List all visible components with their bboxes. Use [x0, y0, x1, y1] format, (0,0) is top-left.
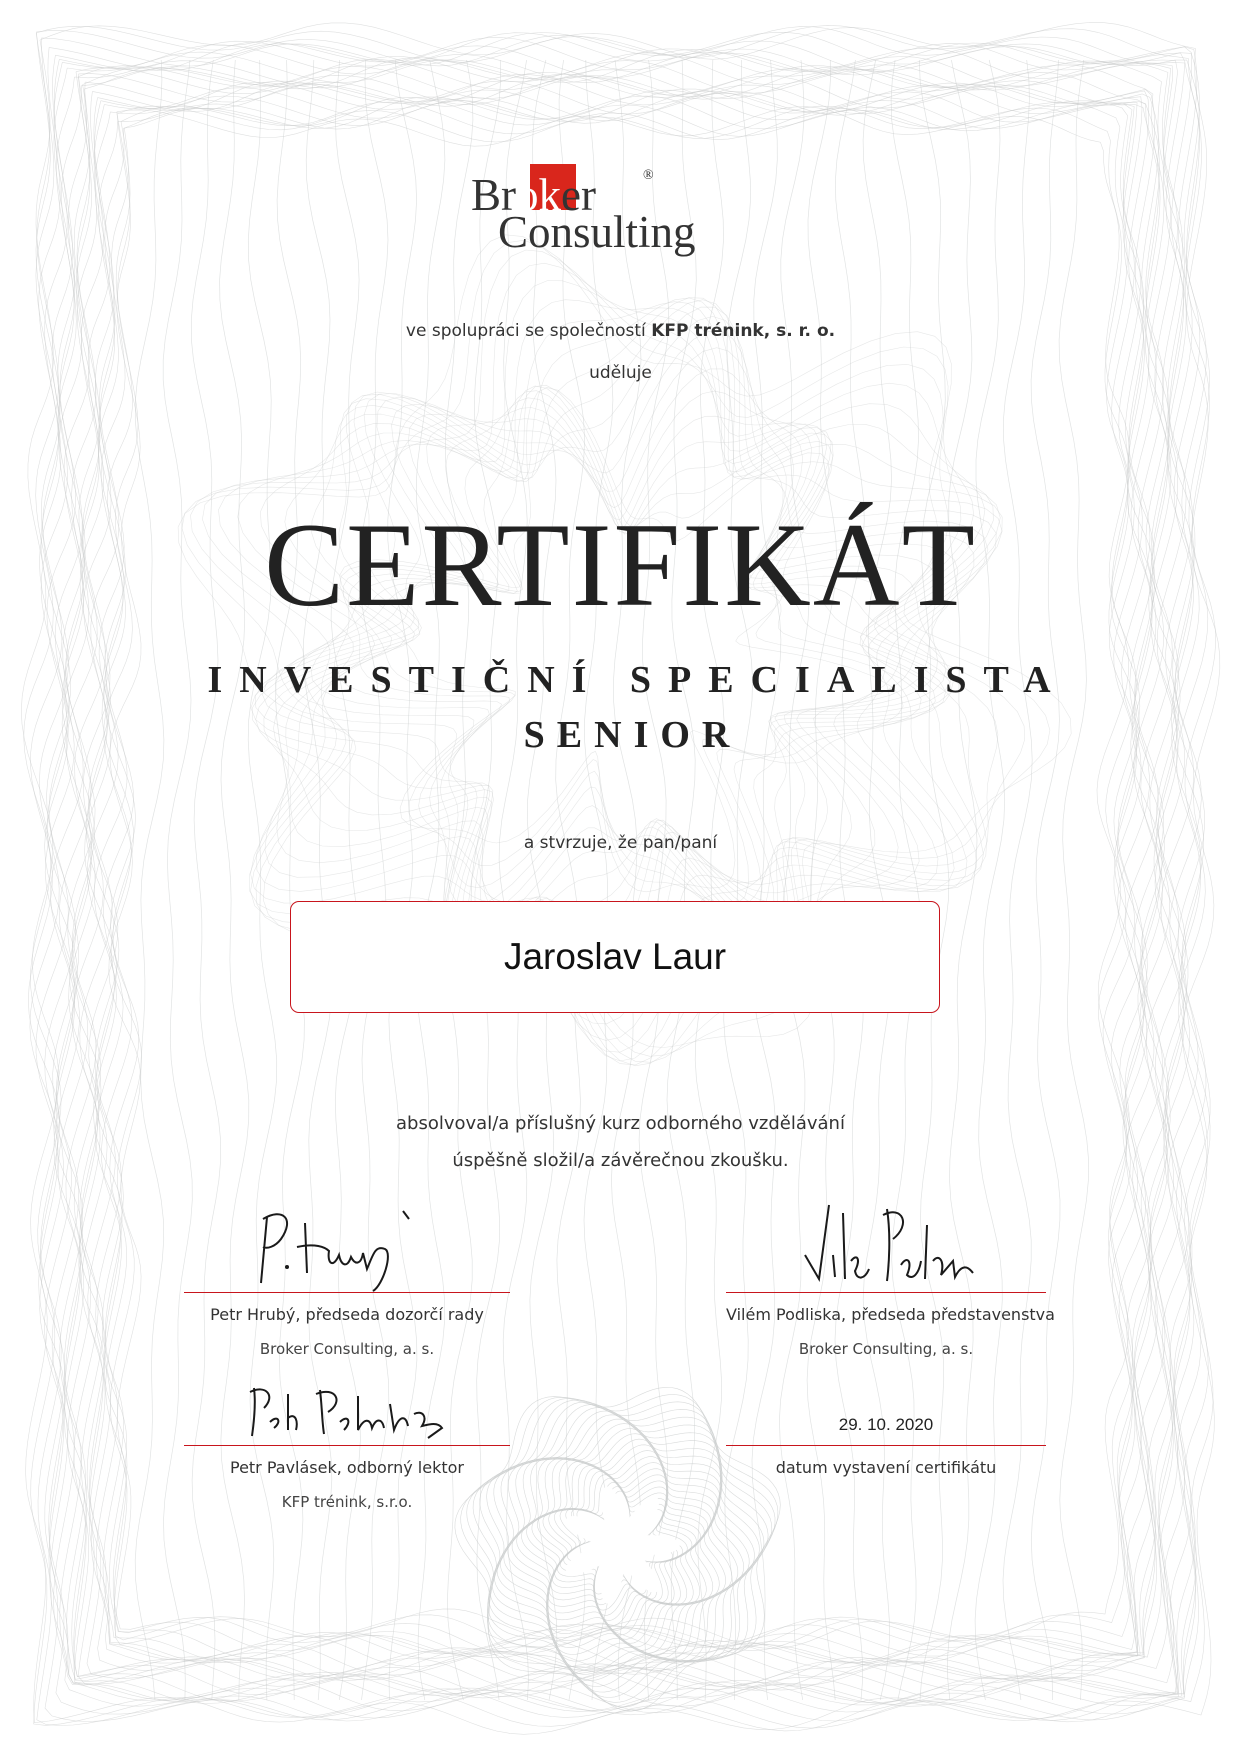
signatory-1-role: Petr Hrubý, předseda dozorčí rady	[210, 1305, 484, 1324]
completion-text-line2: úspěšně složil/a závěrečnou zkoušku.	[452, 1150, 789, 1171]
broker-consulting-logo	[460, 160, 780, 280]
grants-text: uděluje	[589, 363, 652, 383]
signatory-3-role: Petr Pavlásek, odborný lektor	[229, 1458, 464, 1477]
signatory-1-org: Broker Consulting, a. s.	[259, 1340, 435, 1358]
logo-text-br: Br	[471, 170, 516, 220]
partner-company: KFP trénink, s. r. o.	[651, 321, 836, 341]
logo-text-ok: ok	[516, 170, 561, 220]
signatory-3-org: KFP trénink, s.r.o.	[281, 1493, 413, 1511]
date-line	[726, 1445, 1046, 1446]
affirmation-text: a stvrzuje, že pan/paní	[523, 833, 718, 853]
certificate-subtitle: INVESTIČNÍ SPECIALISTA	[207, 659, 1068, 701]
signature-line-2	[726, 1292, 1046, 1293]
recipient-name: Jaroslav Laur	[503, 936, 727, 977]
logo-registered-mark: ®	[643, 168, 654, 183]
signature-petr-hruby	[255, 1205, 455, 1295]
signature-line-3	[184, 1445, 510, 1446]
certificate-level: SENIOR	[523, 714, 742, 756]
recipient-name-box	[290, 901, 940, 1013]
issue-date: 29. 10. 2020	[838, 1415, 934, 1434]
logo-word-consulting: Consulting	[498, 207, 696, 257]
signature-line-1	[184, 1292, 510, 1293]
cooperation-line	[0, 321, 1241, 341]
cooperation-prefix: ve spolupráci se společností	[405, 321, 652, 341]
certificate-title: CERTIFIKÁT	[264, 498, 977, 631]
signature-petr-pavlasek	[244, 1382, 454, 1442]
logo-text-er: er	[561, 170, 596, 220]
signatory-2-role: Vilém Podliska, předseda představenstva	[726, 1305, 1055, 1324]
issue-date-label: datum vystavení certifikátu	[775, 1458, 997, 1477]
completion-text-line1: absolvoval/a příslušný kurz odborného vzdělávání	[396, 1113, 845, 1134]
signatory-2-org: Broker Consulting, a. s.	[798, 1340, 974, 1358]
signature-vilem-podliska	[795, 1195, 985, 1290]
